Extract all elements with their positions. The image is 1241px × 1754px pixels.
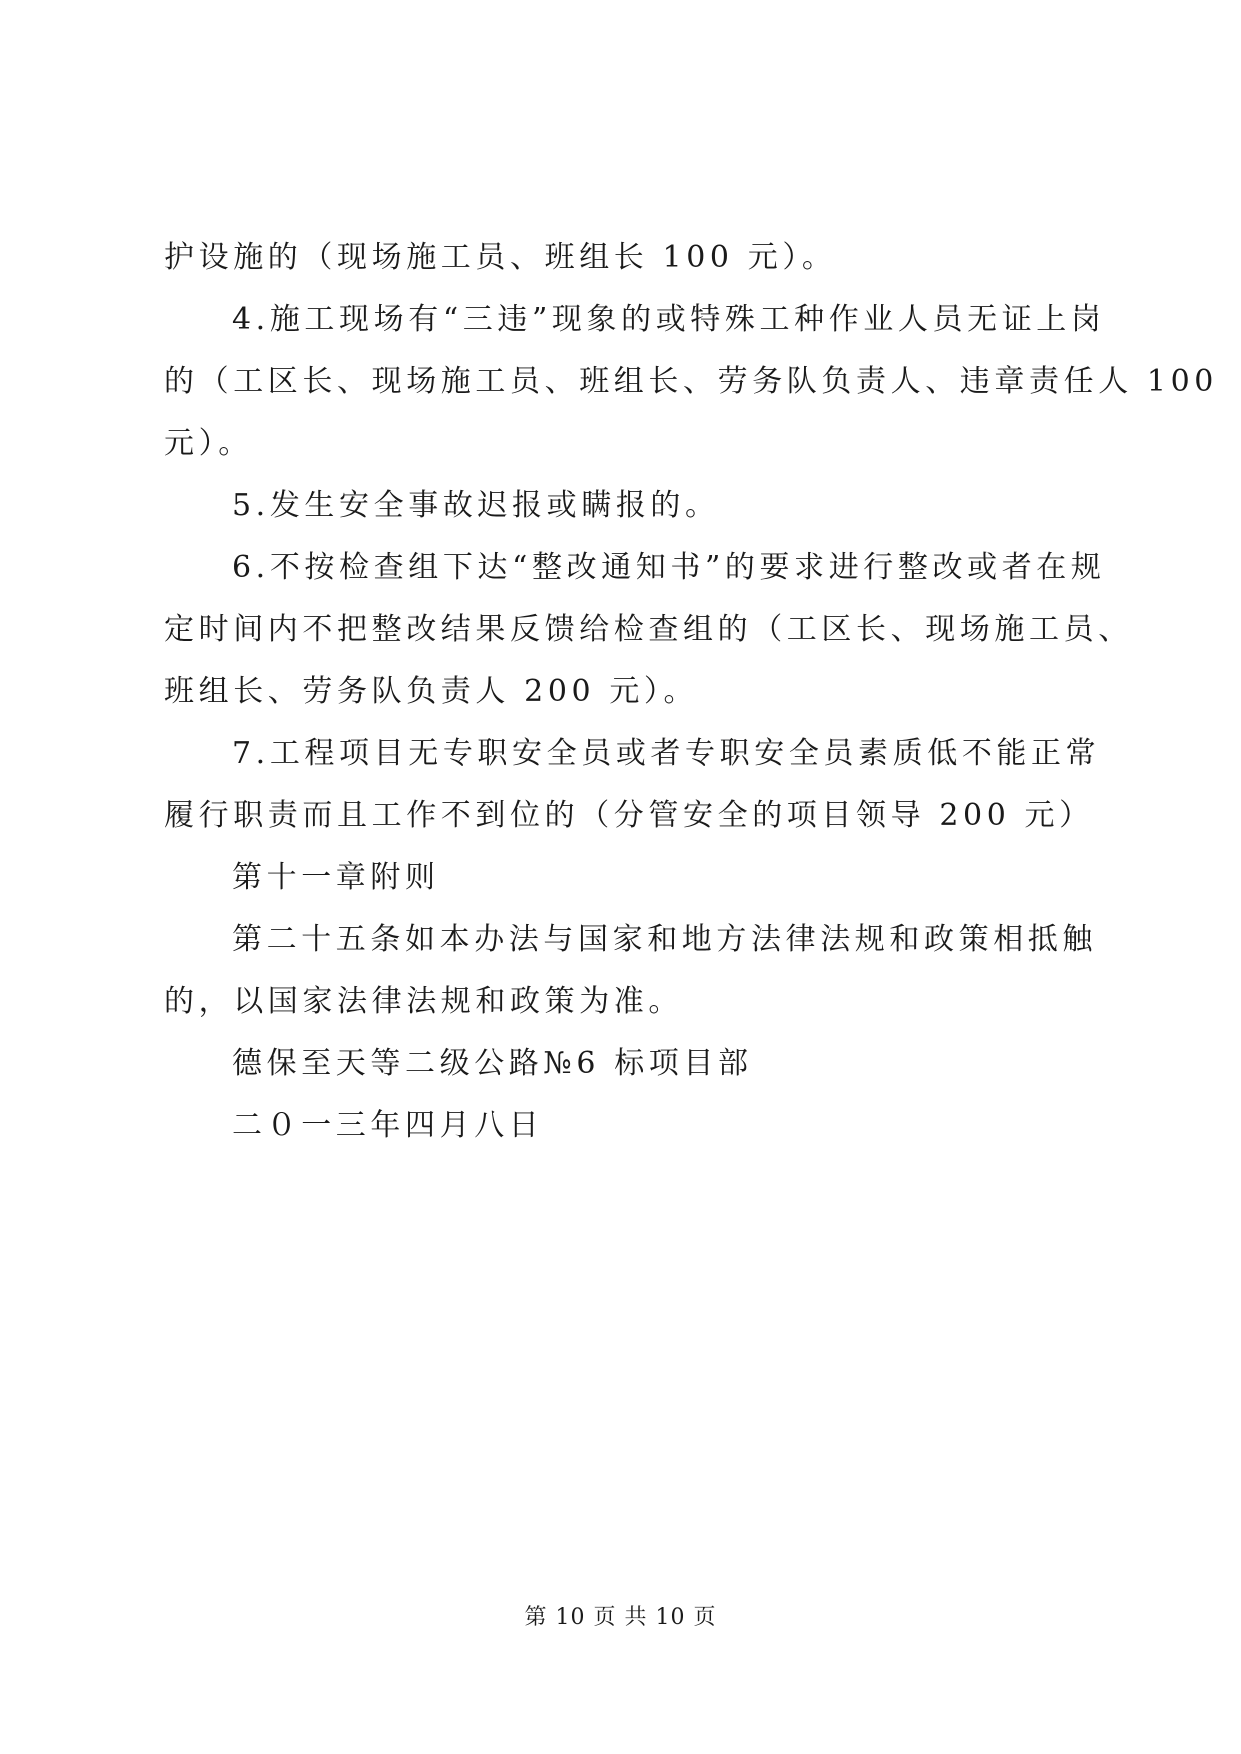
body-line-4: 元）。 [164, 426, 253, 461]
body-line-8: 班组长、劳务队负责人 200 元）。 [164, 674, 699, 709]
signature-date: 二０一三年四月八日 [232, 1108, 544, 1143]
body-line-1: 护设施的（现场施工员、班组长 100 元）。 [164, 240, 837, 275]
signature-organization: 德保至天等二级公路№6 标项目部 [232, 1046, 753, 1081]
body-line-12: 第二十五条如本办法与国家和地方法律法规和政策相抵触 [232, 922, 1097, 957]
body-line-7: 定时间内不把整改结果反馈给检查组的（工区长、现场施工员、 [164, 612, 1133, 647]
body-line-6: 6.不按检查组下达“整改通知书”的要求进行整改或者在规 [232, 550, 1106, 585]
chapter-heading: 第十一章附则 [232, 860, 440, 895]
body-line-2: 4.施工现场有“三违”现象的或特殊工种作业人员无证上岗 [232, 302, 1106, 337]
body-line-10: 履行职责而且工作不到位的（分管安全的项目领导 200 元） [164, 798, 1094, 833]
page-number-footer: 第 10 页 共 10 页 [524, 1605, 717, 1630]
body-line-9: 7.工程项目无专职安全员或者专职安全员素质低不能正常 [232, 736, 1101, 771]
body-line-13: 的，以国家法律法规和政策为准。 [164, 984, 683, 1019]
body-line-3: 的（工区长、现场施工员、班组长、劳务队负责人、违章责任人 100 [164, 364, 1218, 399]
body-line-5: 5.发生安全事故迟报或瞒报的。 [232, 488, 720, 523]
